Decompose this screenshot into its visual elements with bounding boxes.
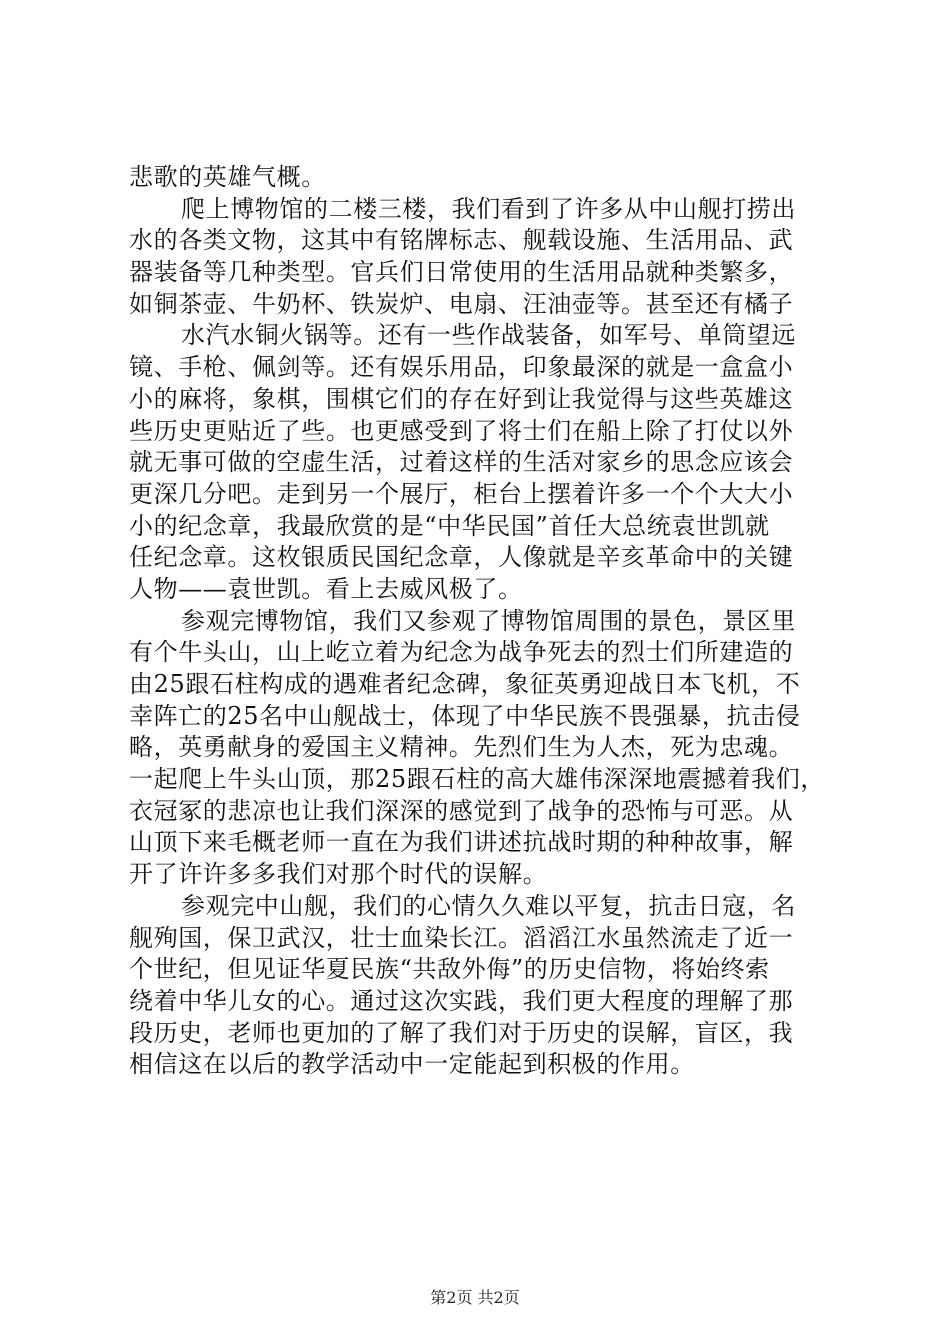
- text-line: 就无事可做的空虚生活，过着这样的生活对家乡的思念应该会: [129, 448, 794, 477]
- text-line: 幸阵亡的25名中山舰战士，体现了中华民族不畏强暴，抗击侵: [129, 701, 801, 730]
- text-line: 山顶下来毛概老师一直在为我们讲述抗战时期的种种故事，解: [129, 828, 794, 857]
- text-line: 镜、手枪、佩剑等。还有娱乐用品，印象最深的就是一盒盒小: [129, 353, 794, 382]
- text-line: 略，英勇献身的爱国主义精神。先烈们生为人杰，死为忠魂。: [129, 733, 794, 762]
- text-line: 衣冠冢的悲凉也让我们深深的感觉到了战争的恐怖与可恶。从: [129, 796, 794, 825]
- text-line: 人物——袁世凯。看上去威风极了。: [129, 574, 523, 603]
- text-line: 舰殉国，保卫武汉，壮士血染长江。滔滔江水虽然流走了近一: [129, 923, 794, 952]
- text-line: 如铜茶壶、牛奶杯、铁炭炉、电扇、汪油壶等。甚至还有橘子: [129, 289, 794, 318]
- text-line: 些历史更贴近了些。也更感受到了将士们在船上除了打仗以外: [129, 416, 794, 445]
- page-footer: [0, 1288, 950, 1308]
- text-line: 开了许许多多我们对那个时代的误解。: [129, 860, 548, 889]
- text-line: 爬上博物馆的二楼三楼，我们看到了许多从中山舰打捞出: [181, 194, 796, 223]
- text-line: 参观完中山舰，我们的心情久久难以平复，抗击日寇，名: [181, 891, 796, 920]
- text-line: 绕着中华儿女的心。通过这次实践，我们更大程度的理解了那: [129, 986, 794, 1015]
- text-line: 个世纪，但见证华夏民族“共敌外侮”的历史信物，将始终索: [129, 955, 770, 984]
- text-line: 由25跟石柱构成的遇难者纪念碑，象征英勇迎战日本飞机，不: [129, 670, 801, 698]
- page-number-label: 第2页 共2页: [430, 1288, 520, 1307]
- text-line: 小的麻将，象棋，围棋它们的存在好到让我觉得与这些英雄这: [129, 384, 794, 413]
- text-line: 水的各类文物，这其中有铭牌标志、舰载设施、生活用品、武: [129, 226, 794, 255]
- document-body: [129, 162, 829, 1081]
- text-line: 更深几分吧。走到另一个展厅，柜台上摆着许多一个个大大小: [129, 479, 794, 508]
- text-line: 相信这在以后的教学活动中一定能起到积极的作用。: [129, 1050, 695, 1079]
- text-line: 悲歌的英雄气概。: [129, 163, 326, 191]
- text-line: 有个牛头山，山上屹立着为纪念为战争死去的烈士们所建造的: [129, 638, 794, 667]
- text-line: 一起爬上牛头山顶，那25跟石柱的高大雄伟深深地震撼着我们，: [129, 765, 825, 794]
- text-line: 参观完博物馆，我们又参观了博物馆周围的景色，景区里: [181, 606, 796, 635]
- text-line: 任纪念章。这枚银质民国纪念章，人像就是辛亥革命中的关键: [129, 543, 794, 572]
- text-line: 小的纪念章，我最欣赏的是“中华民国”首任大总统袁世凯就: [129, 511, 770, 540]
- text-line: 水汽水铜火锅等。还有一些作战装备，如军号、单筒望远: [181, 321, 796, 350]
- text-line: 器装备等几种类型。官兵们日常使用的生活用品就种类繁多，: [129, 258, 794, 287]
- text-line: 段历史，老师也更加的了解了我们对于历史的误解，盲区，我: [129, 1018, 794, 1047]
